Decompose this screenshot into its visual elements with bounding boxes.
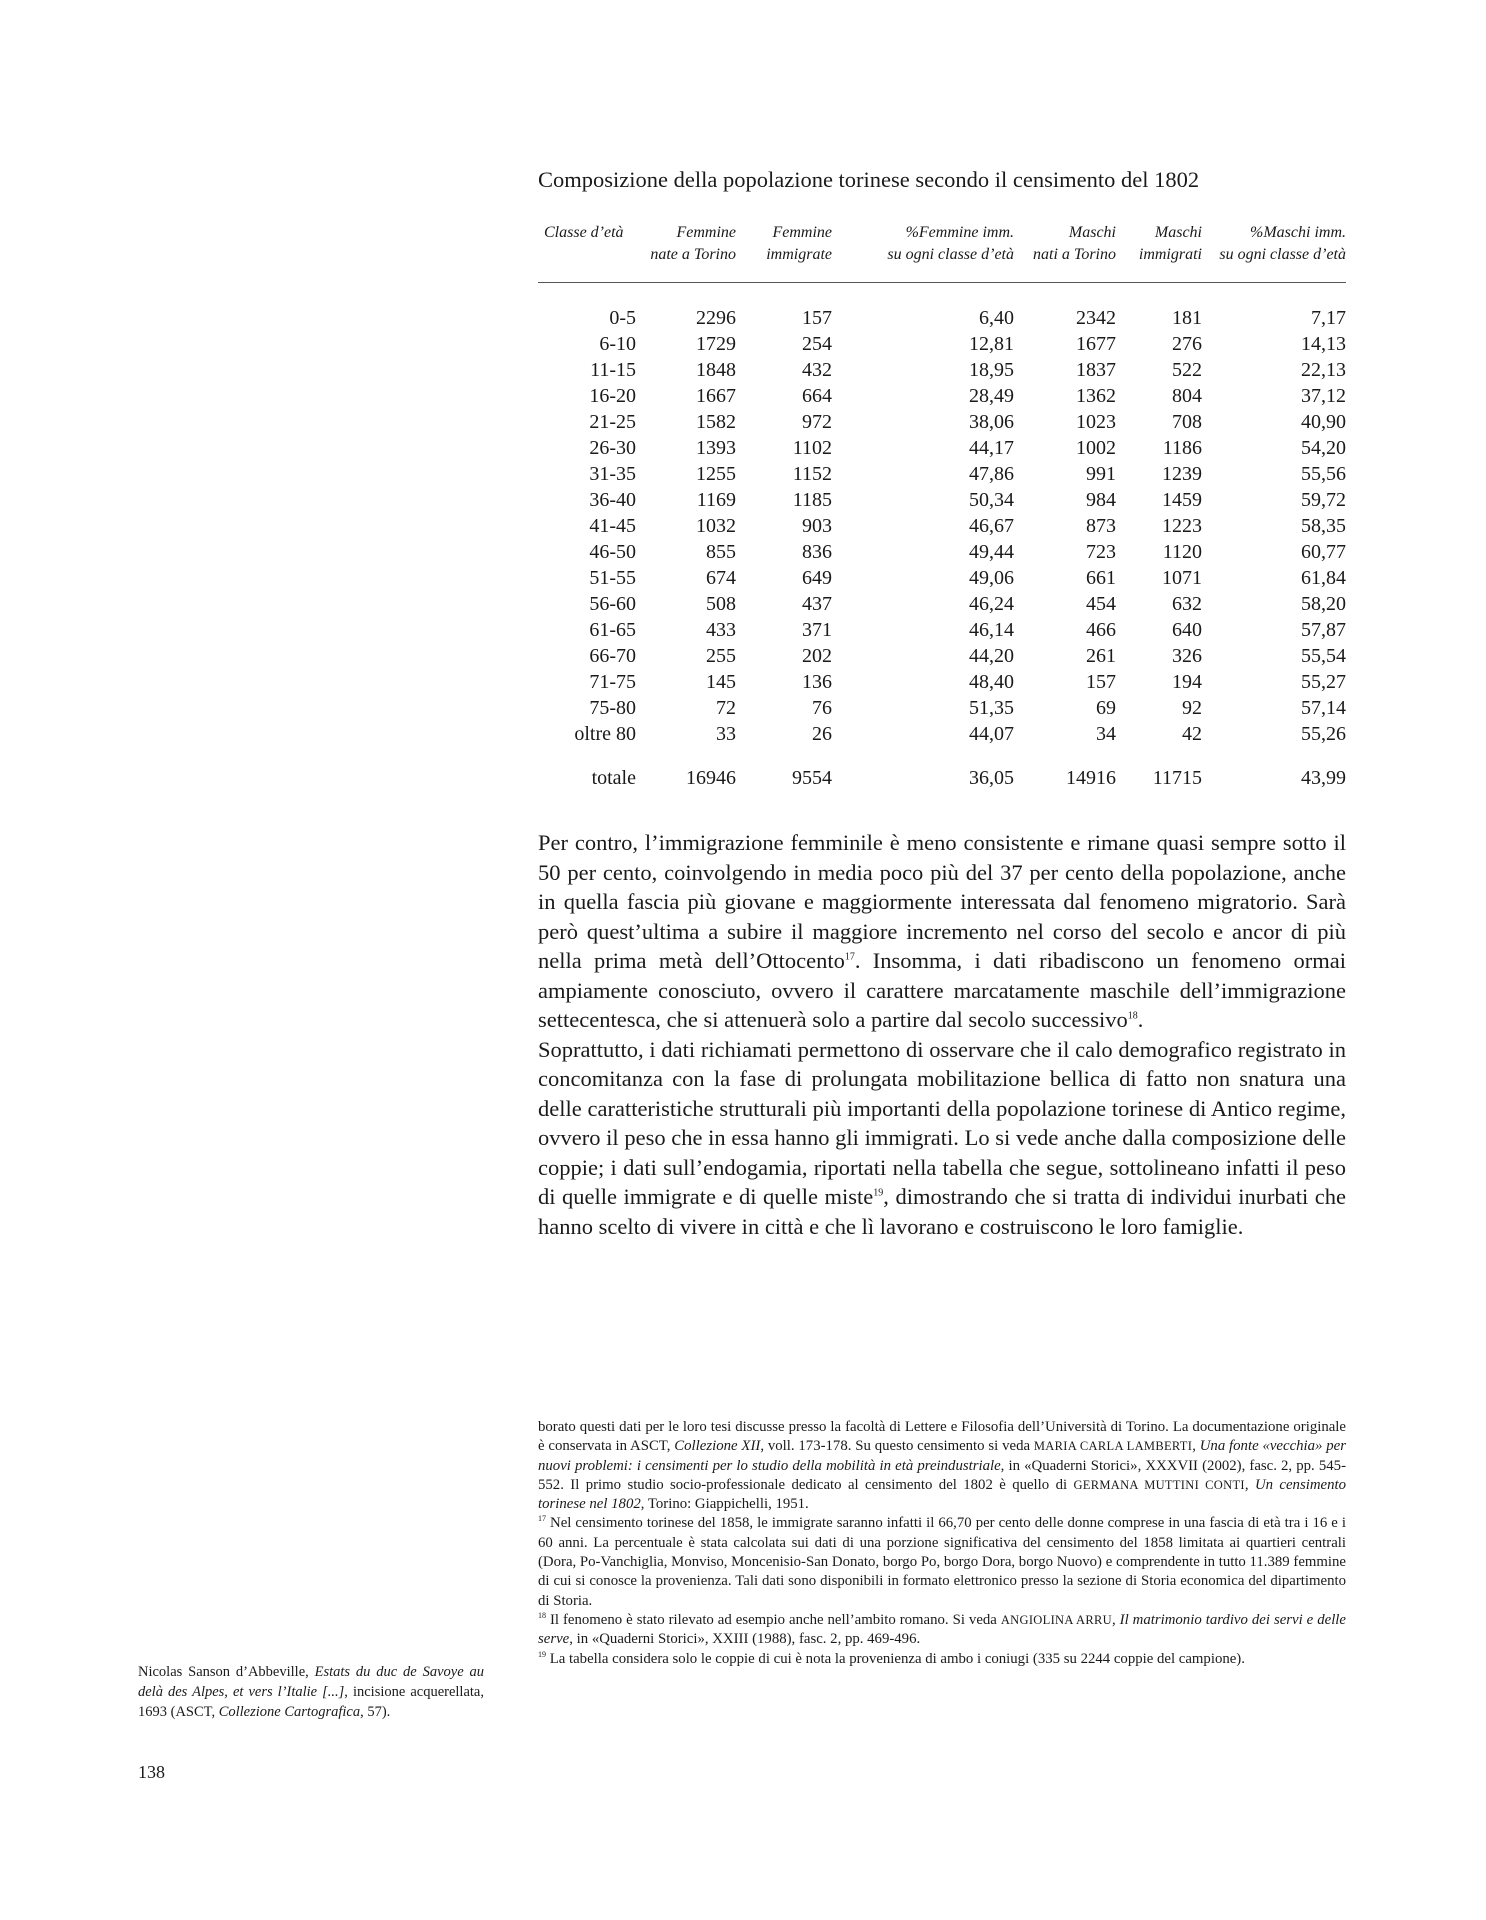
table-title: Composizione della popolazione torinese secondo il censimento del 1802 <box>538 167 1200 192</box>
age-class-cell: 75-80 <box>589 697 636 719</box>
table-row <box>538 409 1346 435</box>
table-cell: 1185 <box>792 489 832 511</box>
table-cell: 157 <box>1086 671 1116 693</box>
footnote-number: 18 <box>538 1611 546 1621</box>
table-cell: 46,24 <box>969 593 1014 615</box>
table-cell: 14916 <box>1066 767 1116 789</box>
table-cell: 1239 <box>1162 463 1202 485</box>
footnote-ref[interactable]: 18 <box>1127 1010 1138 1022</box>
footnote-18: $^{18}$ Il fenomeno è stato rilevato ad esempio anche nell’ambito romano. Si veda ANGIOLINA ARRU, Il matrimonio tardivo dei servi e delle serve, in «Quaderni Storici», XXIII (1988), fasc. 2, pp. 469-496. <box>538 1611 1346 1648</box>
age-class-cell: 16-20 <box>589 385 636 407</box>
table-cell: 9554 <box>792 767 832 789</box>
table-cell: 69 <box>1096 697 1116 719</box>
table-cell: 466 <box>1086 619 1116 641</box>
table-cell: 664 <box>802 385 832 407</box>
age-class-cell: 21-25 <box>589 411 636 433</box>
age-class-cell: 36-40 <box>589 489 636 511</box>
table-cell: 48,40 <box>969 671 1014 693</box>
table-cell: 47,86 <box>969 463 1014 485</box>
age-class-cell: 61-65 <box>589 619 636 641</box>
table-cell: 49,44 <box>969 541 1014 563</box>
table-cell: 1071 <box>1162 567 1202 589</box>
column-header: %Femmine imm. su ogni classe d’età <box>832 222 1014 283</box>
table-cell: 44,07 <box>969 723 1014 745</box>
table-cell: 1152 <box>792 463 832 485</box>
table-cell: 12,81 <box>969 333 1014 355</box>
table-cell: 661 <box>1086 567 1116 589</box>
table-cell: 44,17 <box>969 437 1014 459</box>
table-cell: 437 <box>802 593 832 615</box>
column-header: Maschi immigrati <box>1116 222 1202 283</box>
age-class-cell: 26-30 <box>589 437 636 459</box>
age-class-cell: 11-15 <box>590 359 636 381</box>
age-class-cell: 6-10 <box>599 333 636 355</box>
column-header: Femmine immigrate <box>736 222 832 283</box>
footnote-19: $^{19}$ La tabella considera solo le coppie di cui è nota la provenienza di ambo i coniugi (335 su 2244 coppie del campione). <box>538 1649 1245 1667</box>
table-cell: 145 <box>706 671 736 693</box>
table-cell: 18,95 <box>969 359 1014 381</box>
age-class-cell: 46-50 <box>589 541 636 563</box>
table-cell: 855 <box>706 541 736 563</box>
table-cell: 640 <box>1172 619 1202 641</box>
footnote-number: 19 <box>538 1649 546 1659</box>
footnotes <box>538 1418 1346 1669</box>
table-cell: 157 <box>802 307 832 329</box>
table-cell: 326 <box>1172 645 1202 667</box>
table-cell: 508 <box>706 593 736 615</box>
table-cell: 632 <box>1172 593 1202 615</box>
age-class-cell: 31-35 <box>589 463 636 485</box>
table-cell: 14,13 <box>1301 333 1346 355</box>
table-cell: 1223 <box>1162 515 1202 537</box>
table-cell: 2296 <box>696 307 736 329</box>
table-cell: 202 <box>802 645 832 667</box>
table-cell: 51,35 <box>969 697 1014 719</box>
table-row <box>538 539 1346 565</box>
table-cell: 432 <box>802 359 832 381</box>
table-cell: 1102 <box>792 437 832 459</box>
age-class-cell: 41-45 <box>589 515 636 537</box>
table-cell: 38,06 <box>969 411 1014 433</box>
table-row <box>538 283 1346 332</box>
table-cell: 1255 <box>696 463 736 485</box>
column-header: Femmine nate a Torino <box>636 222 736 283</box>
table-cell: 181 <box>1172 307 1202 329</box>
author-name: GERMANA MUTTINI CONTI <box>1073 1477 1245 1492</box>
figure-caption: Nicolas Sanson d’Abbeville, Estats du duc de Savoye au delà des Alpes, et vers l’Italie [...], incisione acquerellata, 1693 (ASCT, Collezione Cartografica, 57). <box>138 1664 484 1720</box>
table-body <box>538 283 1346 792</box>
table-cell: 194 <box>1172 671 1202 693</box>
table-cell: 1023 <box>1076 411 1116 433</box>
table-cell: 1848 <box>696 359 736 381</box>
table-cell: 37,12 <box>1301 385 1346 407</box>
table-cell: 46,67 <box>969 515 1014 537</box>
table-cell: 522 <box>1172 359 1202 381</box>
table-cell: 61,84 <box>1301 567 1346 589</box>
footnote-17: $^{17}$ Nel censimento torinese del 1858, le immigrate saranno infatti il 66,70 per cento delle donne comprese in una fascia di età tra i 16 e i 60 anni. La percentuale è stata calcolata sui dati di una porzione significativa del censimento del 1858 limitata ai quartieri centrali (Dora, Po-Vanchiglia, Monviso, Moncenisio-San Donato, borgo Po, borgo Dora, borgo Nuovo) e comprendente in tutto 11.389 femmine di cui si conosce la provenienza. Tali dati sono disponibili in formato elettronico presso la sezione di Storia economica del dipartimento di Storia. <box>538 1514 1346 1609</box>
body-paragraph: Per contro, l’immigrazione femminile è meno consistente e rimane quasi sempre sotto il 50 per cento, coinvolgendo in media poco più del 37 per cento della popolazione, anche in quella fascia più giovane e maggiormente interessata dal fenomeno migratorio. Sarà però quest’ultima a subire il maggiore incremento nel corso del secolo e ancor di più nella prima metà dell’Ottocento$^{17}$. Insomma, i dati ribadiscono un fenomeno ormai ampiamente conosciuto, ovvero il carattere marcatamente maschile dell’immigrazione settecentesca, che si attenuerà solo a partire dal secolo successivo$^{18}$. <box>538 830 1347 1032</box>
body-text <box>538 828 1346 1241</box>
age-class-cell: 71-75 <box>589 671 636 693</box>
table-row <box>538 513 1346 539</box>
author-name: ANGIOLINA ARRU <box>1000 1612 1112 1627</box>
table-row <box>538 591 1346 617</box>
table-cell: 1120 <box>1162 541 1202 563</box>
table-cell: 991 <box>1086 463 1116 485</box>
table-row <box>538 617 1346 643</box>
table-cell: 804 <box>1172 385 1202 407</box>
table-row <box>538 695 1346 721</box>
table-cell: 49,06 <box>969 567 1014 589</box>
table-cell: 46,14 <box>969 619 1014 641</box>
footnote-number: 17 <box>538 1514 546 1524</box>
table-cell: 55,56 <box>1301 463 1346 485</box>
table-cell: 708 <box>1172 411 1202 433</box>
table-cell: 371 <box>802 619 832 641</box>
table-cell: 42 <box>1182 723 1202 745</box>
table-cell: 1186 <box>1162 437 1202 459</box>
table-cell: 649 <box>802 567 832 589</box>
table-cell: 34 <box>1096 723 1116 745</box>
table-cell: 55,26 <box>1301 723 1346 745</box>
table-cell: 92 <box>1182 697 1202 719</box>
age-class-cell: oltre 80 <box>574 723 636 745</box>
table-cell: 57,87 <box>1301 619 1346 641</box>
table-header-row <box>538 222 1346 283</box>
table-row <box>538 669 1346 695</box>
age-class-cell: totale <box>591 767 636 789</box>
table-cell: 1667 <box>696 385 736 407</box>
table-cell: 33 <box>716 723 736 745</box>
table-cell: 72 <box>716 697 736 719</box>
table-cell: 1837 <box>1076 359 1116 381</box>
census-table <box>538 222 1346 791</box>
table-total-row <box>538 747 1346 791</box>
table-cell: 40,90 <box>1301 411 1346 433</box>
table-cell: 55,54 <box>1301 645 1346 667</box>
column-header: %Maschi imm. su ogni classe d’età <box>1202 222 1346 283</box>
table-cell: 50,34 <box>969 489 1014 511</box>
table-cell: 26 <box>812 723 832 745</box>
table-cell: 1393 <box>696 437 736 459</box>
table-cell: 55,27 <box>1301 671 1346 693</box>
table-cell: 674 <box>706 567 736 589</box>
table-cell: 16946 <box>686 767 736 789</box>
table-cell: 1002 <box>1076 437 1116 459</box>
table-row <box>538 357 1346 383</box>
footnote-ref[interactable]: 19 <box>873 1187 884 1199</box>
table-cell: 972 <box>802 411 832 433</box>
table-cell: 6,40 <box>979 307 1014 329</box>
table-cell: 22,13 <box>1301 359 1346 381</box>
table-cell: 255 <box>706 645 736 667</box>
table-cell: 1729 <box>696 333 736 355</box>
table-row <box>538 565 1346 591</box>
table-cell: 454 <box>1086 593 1116 615</box>
table-row <box>538 461 1346 487</box>
body-paragraph: Soprattutto, i dati richiamati permettono di osservare che il calo demografico registrato in concomitanza con la fase di prolungata mobilitazione bellica di fatto non snatura una delle caratteristiche strutturali più importanti della popolazione torinese di Antico regime, ovvero il peso che in essa hanno gli immigrati. Lo si vede anche dalla composizione delle coppie; i dati sull’endogamia, riportati nella tabella che segue, sottolineano infatti il peso di quelle immigrate e di quelle miste$^{19}$, dimostrando che si tratta di individui inurbati che hanno scelto di vivere in città e che lì lavorano e costruiscono le loro famiglie. <box>538 1036 1346 1239</box>
table-cell: 723 <box>1086 541 1116 563</box>
age-class-cell: 51-55 <box>589 567 636 589</box>
table-cell: 903 <box>802 515 832 537</box>
table-cell: 60,77 <box>1301 541 1346 563</box>
table-cell: 36,05 <box>969 767 1014 789</box>
table-row <box>538 643 1346 669</box>
table-row <box>538 331 1346 357</box>
table-cell: 43,99 <box>1301 767 1346 789</box>
table-cell: 28,49 <box>969 385 1014 407</box>
age-class-cell: 56-60 <box>589 593 636 615</box>
table-cell: 984 <box>1086 489 1116 511</box>
table-cell: 11715 <box>1152 767 1202 789</box>
table-row <box>538 721 1346 747</box>
footnote-16-continuation: borato questi dati per le loro tesi discusse presso la facoltà di Lettere e Filosofia dell’Università di Torino. La documentazione originale è conservata in ASCT, Collezione XII, voll. 173-178. Su questo censimento si veda MARIA CARLA LAMBERTI, Una fonte «vecchia» per nuovi problemi: i censimenti per lo studio della mobilità in età preindustriale, in «Quaderni Storici», XXXVII (2002), fasc. 2, pp. 545-552. Il primo studio socio-professionale dedicato al censimento del 1802 è quello di GERMANA MUTTINI CONTI, Un censimento torinese nel 1802, Torino: Giappichelli, 1951. <box>538 1419 1347 1513</box>
table-row <box>538 435 1346 461</box>
table-cell: 276 <box>1172 333 1202 355</box>
table-cell: 58,35 <box>1301 515 1346 537</box>
table-cell: 1032 <box>696 515 736 537</box>
column-header: Classe d’età <box>538 222 636 283</box>
table-cell: 58,20 <box>1301 593 1346 615</box>
table-cell: 59,72 <box>1301 489 1346 511</box>
table-cell: 1459 <box>1162 489 1202 511</box>
table-cell: 873 <box>1086 515 1116 537</box>
table-cell: 1677 <box>1076 333 1116 355</box>
footnote-ref[interactable]: 17 <box>844 951 855 963</box>
table-row <box>538 383 1346 409</box>
table-cell: 57,14 <box>1301 697 1346 719</box>
page-number: 138 <box>138 1762 165 1782</box>
table-cell: 76 <box>812 697 832 719</box>
table-cell: 1169 <box>696 489 736 511</box>
table-row <box>538 487 1346 513</box>
age-class-cell: 0-5 <box>609 307 636 329</box>
table-cell: 2342 <box>1076 307 1116 329</box>
table-cell: 54,20 <box>1301 437 1346 459</box>
column-header: Maschi nati a Torino <box>1014 222 1116 283</box>
table-cell: 254 <box>802 333 832 355</box>
author-name: MARIA CARLA LAMBERTI <box>1033 1439 1193 1454</box>
table-cell: 1362 <box>1076 385 1116 407</box>
table-cell: 1582 <box>696 411 736 433</box>
age-class-cell: 66-70 <box>589 645 636 667</box>
table-cell: 136 <box>802 671 832 693</box>
table-cell: 433 <box>706 619 736 641</box>
table-cell: 836 <box>802 541 832 563</box>
table-cell: 261 <box>1086 645 1116 667</box>
table-cell: 44,20 <box>969 645 1014 667</box>
table-cell: 7,17 <box>1311 307 1346 329</box>
